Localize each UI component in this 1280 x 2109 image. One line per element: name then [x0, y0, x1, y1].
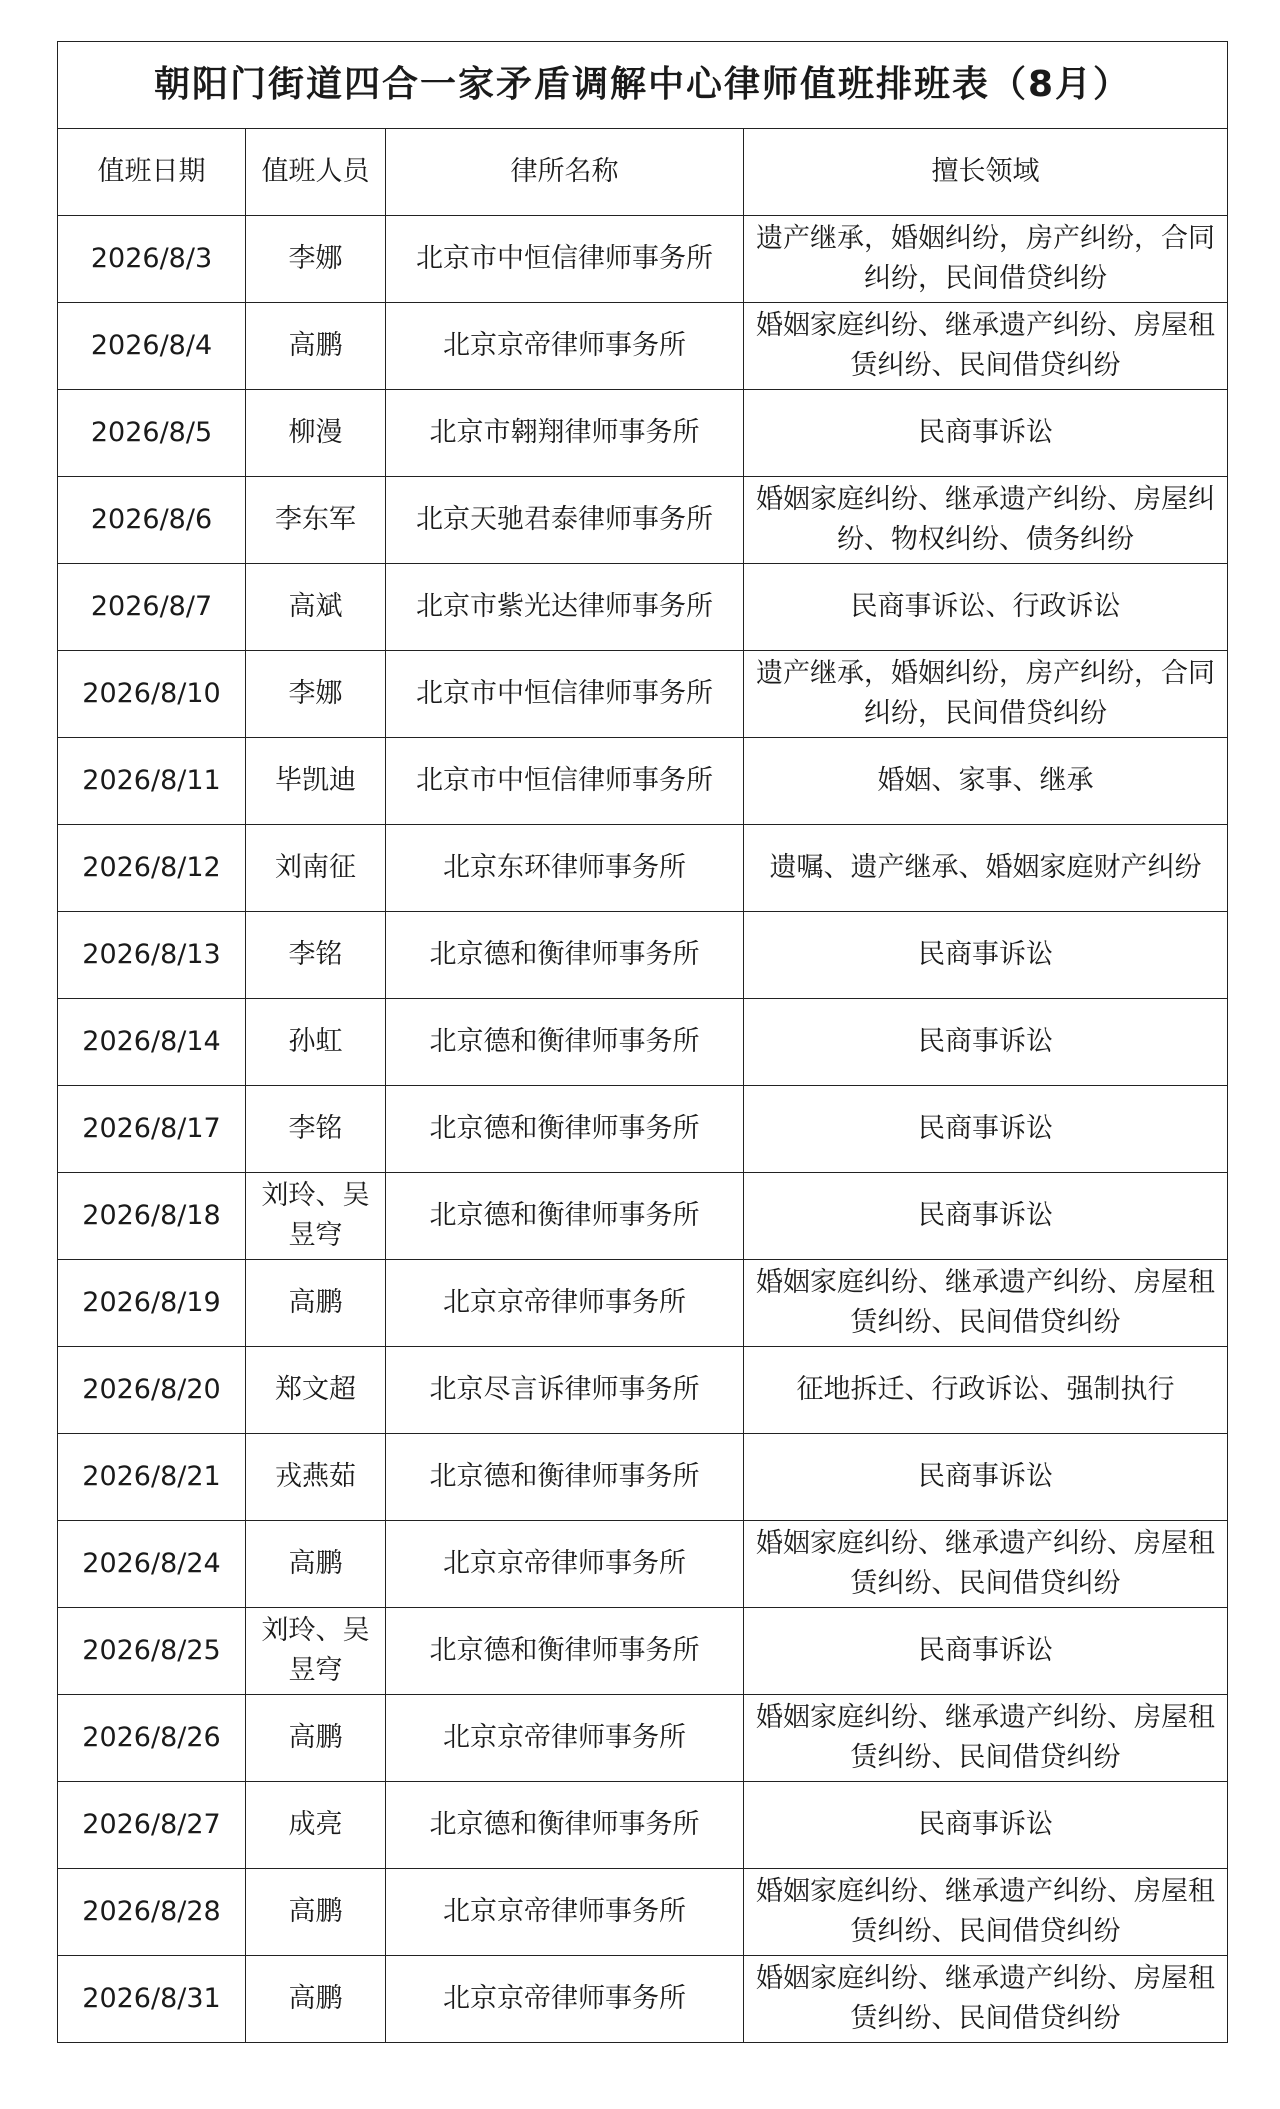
cell-firm: 北京京帝律师事务所	[386, 1869, 744, 1956]
cell-date: 2026/8/20	[58, 1347, 246, 1434]
cell-firm: 北京京帝律师事务所	[386, 1260, 744, 1347]
cell-person: 高鹏	[246, 1869, 386, 1956]
cell-field: 遗产继承，婚姻纠纷，房产纠纷，合同纠纷，民间借贷纠纷	[744, 651, 1228, 738]
cell-field: 民商事诉讼	[744, 1086, 1228, 1173]
cell-date: 2026/8/6	[58, 477, 246, 564]
cell-date: 2026/8/5	[58, 390, 246, 477]
cell-firm: 北京尽言诉律师事务所	[386, 1347, 744, 1434]
cell-firm: 北京德和衡律师事务所	[386, 912, 744, 999]
cell-firm: 北京德和衡律师事务所	[386, 1086, 744, 1173]
cell-firm: 北京市翱翔律师事务所	[386, 390, 744, 477]
table-row	[58, 1956, 1228, 2043]
cell-firm: 北京京帝律师事务所	[386, 1521, 744, 1608]
cell-firm: 北京京帝律师事务所	[386, 303, 744, 390]
column-header-firm: 律所名称	[386, 129, 744, 216]
cell-person: 高鹏	[246, 1956, 386, 2043]
cell-firm: 北京天驰君泰律师事务所	[386, 477, 744, 564]
table-row	[58, 738, 1228, 825]
cell-date: 2026/8/17	[58, 1086, 246, 1173]
cell-field: 民商事诉讼	[744, 999, 1228, 1086]
cell-date: 2026/8/11	[58, 738, 246, 825]
cell-field: 婚姻、家事、继承	[744, 738, 1228, 825]
cell-firm: 北京市中恒信律师事务所	[386, 651, 744, 738]
cell-firm: 北京市紫光达律师事务所	[386, 564, 744, 651]
cell-field: 征地拆迁、行政诉讼、强制执行	[744, 1347, 1228, 1434]
table-row	[58, 999, 1228, 1086]
table-row	[58, 1521, 1228, 1608]
cell-date: 2026/8/14	[58, 999, 246, 1086]
cell-date: 2026/8/18	[58, 1173, 246, 1260]
table-row	[58, 564, 1228, 651]
header-row	[58, 129, 1228, 216]
cell-person: 高鹏	[246, 1695, 386, 1782]
table-row	[58, 1260, 1228, 1347]
table-row	[58, 825, 1228, 912]
cell-person: 毕凯迪	[246, 738, 386, 825]
cell-field: 民商事诉讼	[744, 1782, 1228, 1869]
cell-field: 民商事诉讼	[744, 1434, 1228, 1521]
cell-date: 2026/8/31	[58, 1956, 246, 2043]
table-row	[58, 216, 1228, 303]
cell-field: 婚姻家庭纠纷、继承遗产纠纷、房屋租赁纠纷、民间借贷纠纷	[744, 1956, 1228, 2043]
cell-person: 李铭	[246, 1086, 386, 1173]
column-header-field: 擅长领域	[744, 129, 1228, 216]
cell-field: 民商事诉讼、行政诉讼	[744, 564, 1228, 651]
table-row	[58, 651, 1228, 738]
cell-firm: 北京市中恒信律师事务所	[386, 738, 744, 825]
cell-person: 刘玲、吴昱穹	[246, 1608, 386, 1695]
cell-field: 婚姻家庭纠纷、继承遗产纠纷、房屋租赁纠纷、民间借贷纠纷	[744, 1521, 1228, 1608]
cell-person: 李铭	[246, 912, 386, 999]
cell-firm: 北京德和衡律师事务所	[386, 1434, 744, 1521]
cell-person: 高鹏	[246, 1521, 386, 1608]
cell-person: 戎燕茹	[246, 1434, 386, 1521]
cell-firm: 北京德和衡律师事务所	[386, 1608, 744, 1695]
table-row	[58, 1695, 1228, 1782]
cell-date: 2026/8/3	[58, 216, 246, 303]
cell-person: 高鹏	[246, 1260, 386, 1347]
page-title: 朝阳门街道四合一家矛盾调解中心律师值班排班表（8月）	[58, 42, 1228, 129]
cell-firm: 北京京帝律师事务所	[386, 1956, 744, 2043]
cell-field: 婚姻家庭纠纷、继承遗产纠纷、房屋纠纷、物权纠纷、债务纠纷	[744, 477, 1228, 564]
cell-person: 李娜	[246, 216, 386, 303]
cell-date: 2026/8/7	[58, 564, 246, 651]
table-row	[58, 1086, 1228, 1173]
cell-field: 婚姻家庭纠纷、继承遗产纠纷、房屋租赁纠纷、民间借贷纠纷	[744, 303, 1228, 390]
cell-field: 遗嘱、遗产继承、婚姻家庭财产纠纷	[744, 825, 1228, 912]
cell-person: 成亮	[246, 1782, 386, 1869]
cell-date: 2026/8/10	[58, 651, 246, 738]
cell-field: 婚姻家庭纠纷、继承遗产纠纷、房屋租赁纠纷、民间借贷纠纷	[744, 1260, 1228, 1347]
cell-firm: 北京德和衡律师事务所	[386, 1173, 744, 1260]
table-row	[58, 1434, 1228, 1521]
cell-firm: 北京德和衡律师事务所	[386, 1782, 744, 1869]
cell-date: 2026/8/21	[58, 1434, 246, 1521]
cell-date: 2026/8/19	[58, 1260, 246, 1347]
schedule-document	[57, 41, 1227, 2043]
cell-field: 婚姻家庭纠纷、继承遗产纠纷、房屋租赁纠纷、民间借贷纠纷	[744, 1869, 1228, 1956]
cell-person: 李娜	[246, 651, 386, 738]
cell-person: 刘南征	[246, 825, 386, 912]
table-body	[58, 216, 1228, 2043]
cell-field: 民商事诉讼	[744, 1173, 1228, 1260]
schedule-table	[57, 41, 1228, 2043]
column-header-date: 值班日期	[58, 129, 246, 216]
cell-firm: 北京市中恒信律师事务所	[386, 216, 744, 303]
cell-field: 婚姻家庭纠纷、继承遗产纠纷、房屋租赁纠纷、民间借贷纠纷	[744, 1695, 1228, 1782]
table-row	[58, 1608, 1228, 1695]
cell-date: 2026/8/12	[58, 825, 246, 912]
cell-field: 遗产继承，婚姻纠纷，房产纠纷，合同纠纷，民间借贷纠纷	[744, 216, 1228, 303]
cell-date: 2026/8/13	[58, 912, 246, 999]
table-row	[58, 1347, 1228, 1434]
cell-date: 2026/8/25	[58, 1608, 246, 1695]
table-row	[58, 1782, 1228, 1869]
cell-firm: 北京东环律师事务所	[386, 825, 744, 912]
title-row	[58, 42, 1228, 129]
cell-date: 2026/8/4	[58, 303, 246, 390]
cell-field: 民商事诉讼	[744, 390, 1228, 477]
table-row	[58, 1869, 1228, 1956]
cell-field: 民商事诉讼	[744, 1608, 1228, 1695]
cell-date: 2026/8/27	[58, 1782, 246, 1869]
cell-date: 2026/8/24	[58, 1521, 246, 1608]
cell-date: 2026/8/26	[58, 1695, 246, 1782]
cell-person: 刘玲、吴昱穹	[246, 1173, 386, 1260]
cell-firm: 北京京帝律师事务所	[386, 1695, 744, 1782]
column-header-person: 值班人员	[246, 129, 386, 216]
table-row	[58, 1173, 1228, 1260]
cell-person: 高鹏	[246, 303, 386, 390]
cell-person: 李东军	[246, 477, 386, 564]
cell-person: 孙虹	[246, 999, 386, 1086]
table-row	[58, 477, 1228, 564]
cell-firm: 北京德和衡律师事务所	[386, 999, 744, 1086]
table-row	[58, 912, 1228, 999]
cell-field: 民商事诉讼	[744, 912, 1228, 999]
cell-date: 2026/8/28	[58, 1869, 246, 1956]
cell-person: 高斌	[246, 564, 386, 651]
cell-person: 郑文超	[246, 1347, 386, 1434]
table-row	[58, 303, 1228, 390]
table-row	[58, 390, 1228, 477]
cell-person: 柳漫	[246, 390, 386, 477]
